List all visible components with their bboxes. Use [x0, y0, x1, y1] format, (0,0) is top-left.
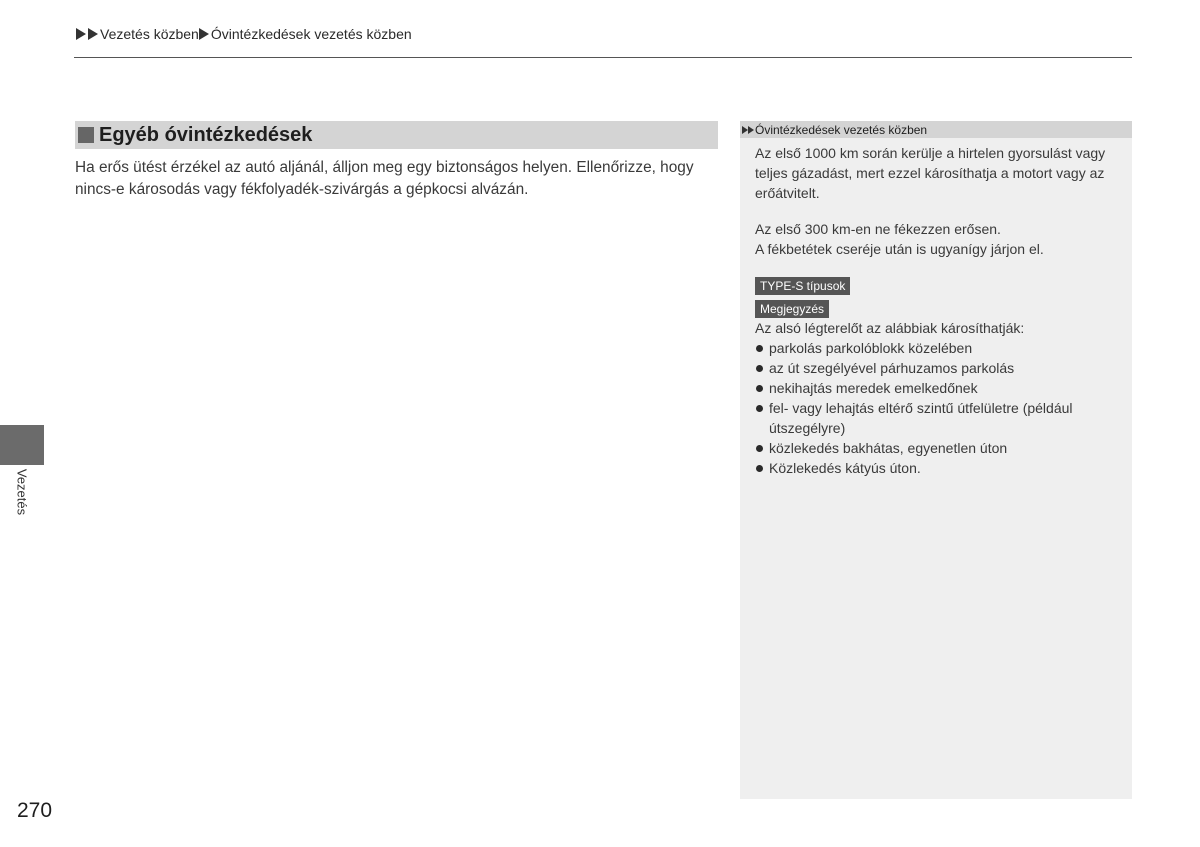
- sidebar-paragraph-1: Az első 1000 km során kerülje a hirtelen gyorsulást vagy teljes gázadást, mert ezzel károsíthatja a motort vagy az erőátvitelt.: [755, 145, 1106, 201]
- breadcrumb-arrow-icon: [199, 28, 209, 40]
- square-bullet-icon: [78, 127, 94, 143]
- note-tag: Megjegyzés: [755, 300, 829, 318]
- list-item: parkolás parkolóblokk közelében: [755, 338, 1116, 358]
- sidebar-heading-text: Óvintézkedések vezetés közben: [755, 122, 928, 137]
- breadcrumb-arrow-icon: [88, 28, 98, 40]
- breadcrumb-level2[interactable]: Óvintézkedések vezetés közben: [210, 26, 412, 42]
- sidebar-paragraph-2a: Az első 300 km-en ne fékezzen erősen.: [755, 221, 1001, 237]
- breadcrumb-arrow-icon: [76, 28, 86, 40]
- list-item: az út szegélyével párhuzamos parkolás: [755, 358, 1116, 378]
- breadcrumb: [76, 26, 412, 42]
- chapter-tab-marker[interactable]: [0, 425, 44, 465]
- section-title: Egyéb óvintézkedések: [99, 123, 313, 146]
- double-arrow-icon: [742, 126, 754, 134]
- sidebar-notes: [740, 121, 1132, 799]
- section-body: Ha erős ütést érzékel az autó aljánál, álljon meg egy biztonságos helyen. Ellenőrizze, hogy nincs-e károsodás vagy fékfolyadék-szivárgás a gépkocsi alvázán.: [75, 159, 694, 198]
- damage-causes-list: [755, 338, 1116, 478]
- list-item: Közlekedés kátyús úton.: [755, 458, 1116, 478]
- list-item: közlekedés bakhátas, egyenetlen úton: [755, 438, 1116, 458]
- model-tag: TYPE-S típusok: [755, 277, 850, 295]
- sidebar-paragraph-2b: A fékbetétek cseréje után is ugyanígy járjon el.: [755, 241, 1044, 257]
- note-intro: Az alsó légterelőt az alábbiak károsíthatják:: [755, 320, 1025, 336]
- list-item: nekihajtás meredek emelkedőnek: [755, 378, 1116, 398]
- section-header: [75, 121, 718, 149]
- chapter-tab-label: Vezetés: [14, 468, 30, 516]
- sidebar-heading[interactable]: [740, 121, 1132, 138]
- list-item: fel- vagy lehajtás eltérő szintű útfelületre (például útszegélyre): [755, 398, 1116, 438]
- breadcrumb-level1[interactable]: Vezetés közben: [100, 26, 199, 42]
- header-divider: [74, 57, 1132, 58]
- page-number: 270: [17, 799, 53, 822]
